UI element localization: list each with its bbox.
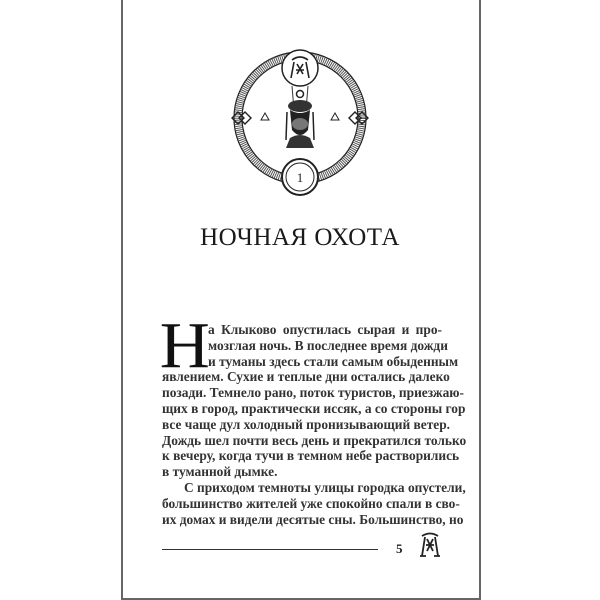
text-line: к вечеру, когда тучи в темном небе растворились bbox=[162, 448, 460, 464]
drop-cap: Н bbox=[159, 309, 210, 382]
lantern-emblem-icon bbox=[230, 40, 370, 200]
footer-rule bbox=[162, 549, 378, 550]
page-number: 5 bbox=[396, 541, 403, 556]
text-line: Дождь шел почти весь день и прекратился только bbox=[162, 432, 467, 448]
body-text bbox=[159, 309, 467, 527]
text-line: их домах и видели десятые сны. Большинство, но bbox=[162, 511, 464, 527]
gemini-figures-icon bbox=[418, 532, 442, 558]
text-line: щих в город, практически иссяк, а со стороны гор bbox=[162, 400, 466, 416]
text-line: большинство жителей уже спокойно спали в сво- bbox=[162, 495, 460, 511]
text-line: а Клыково опустилась сырая и про- bbox=[208, 322, 442, 337]
text-line: С приходом темноты улицы городка опустели, bbox=[184, 479, 466, 495]
text-line: все чаще дул холодный пронизывающий ветер. bbox=[162, 416, 451, 432]
text-line: явлением. Сухие и теплые дни остались далеко bbox=[162, 369, 450, 385]
text-line: в туманной дымке. bbox=[162, 464, 278, 480]
text-line: позади. Темнело рано, поток туристов, приезжаю- bbox=[162, 385, 464, 401]
chapter-number: 1 bbox=[296, 170, 304, 185]
text-line: и туманы здесь стали самым обыденным bbox=[208, 353, 459, 369]
chapter-title: НОЧНАЯ ОХОТА bbox=[200, 224, 400, 251]
text-line: мозглая ночь. В последнее время дожди bbox=[208, 337, 448, 353]
